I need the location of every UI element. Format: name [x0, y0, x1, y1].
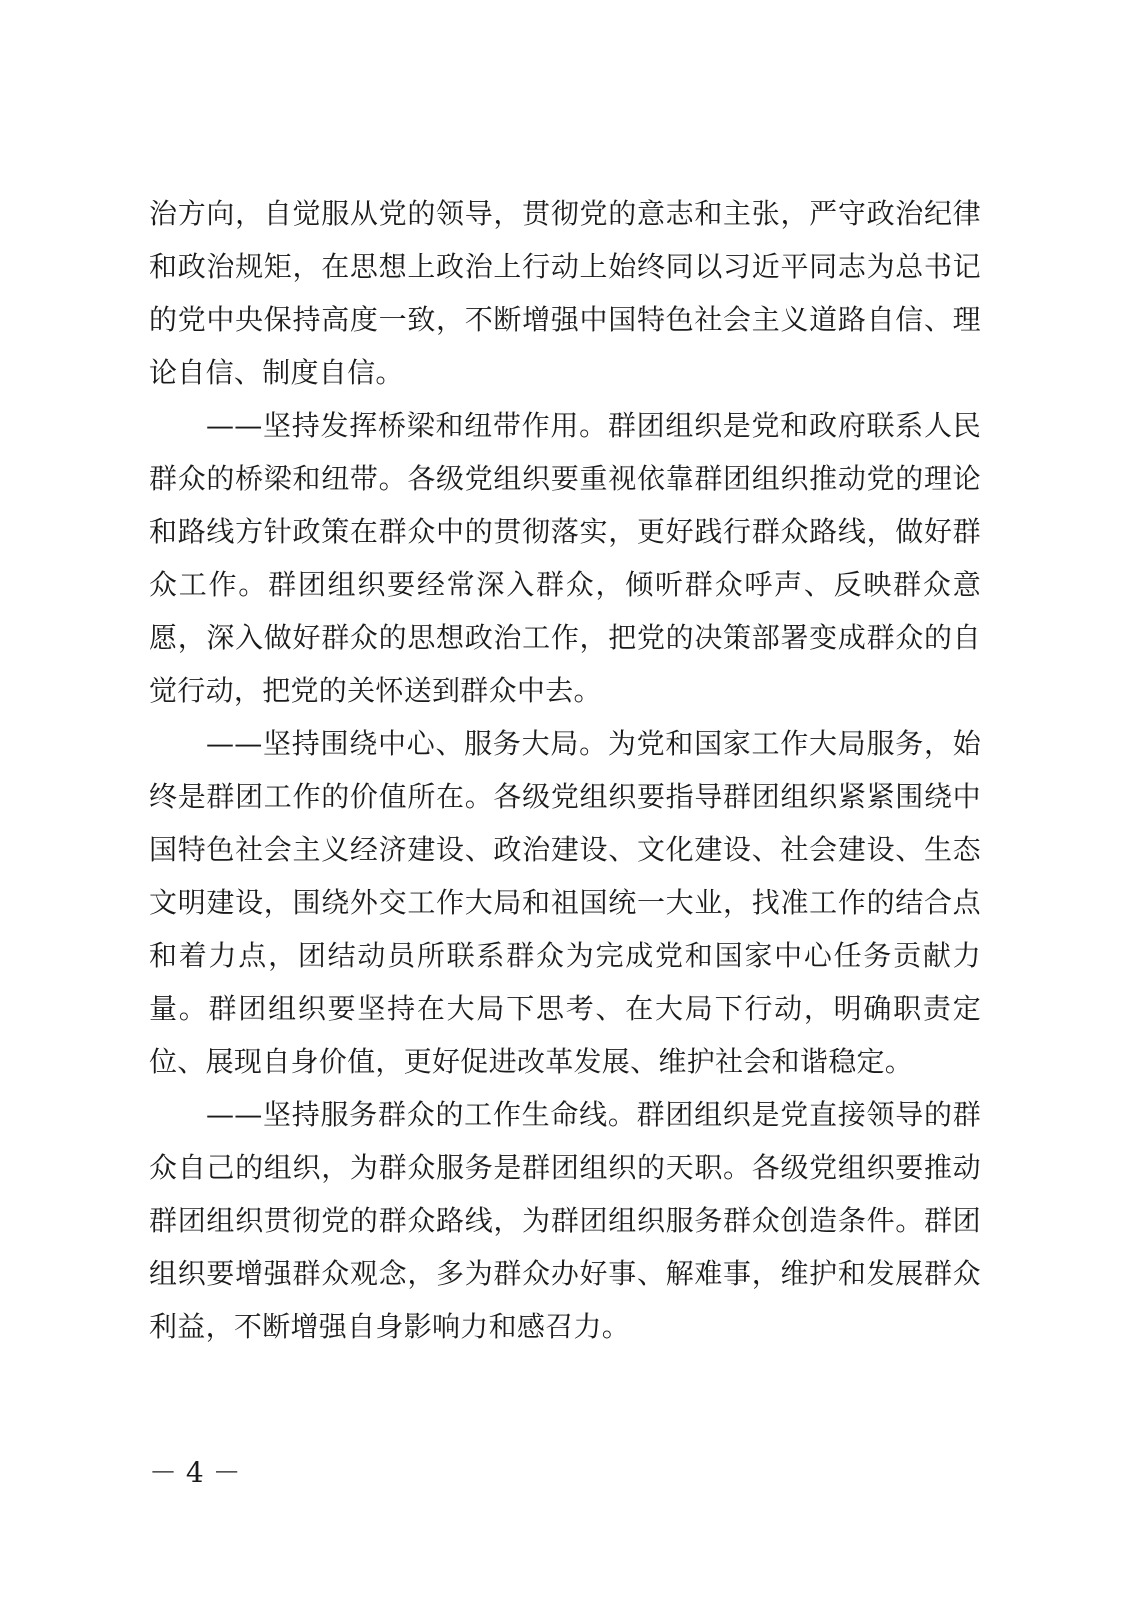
document-body	[149, 187, 981, 1353]
paragraph-serve-masses: ——坚持服务群众的工作生命线。群团组织是党直接领导的群众自己的组织，为群众服务是群团组织的天职。各级党组织要推动群团组织贯彻党的群众路线，为群团组织服务群众创造条件。群团组织要增强群众观念，多为群众办好事、解难事，维护和发展群众利益，不断增强自身影响力和感召力。	[149, 1098, 981, 1343]
paragraph-serve-overall: ——坚持围绕中心、服务大局。为党和国家工作大局服务，始终是群团工作的价值所在。各级党组织要指导群团组织紧紧围绕中国特色社会主义经济建设、政治建设、文化建设、社会建设、生态文明建设，围绕外交工作大局和祖国统一大业，找准工作的结合点和着力点，团结动员所联系群众为完成党和国家中心任务贡献力量。群团组织要坚持在大局下思考、在大局下行动，明确职责定位、展现自身价值，更好促进改革发展、维护社会和谐稳定。	[149, 727, 981, 1078]
paragraph-bridge-role: ——坚持发挥桥梁和纽带作用。群团组织是党和政府联系人民群众的桥梁和纽带。各级党组织要重视依靠群团组织推动党的理论和路线方针政策在群众中的贯彻落实，更好践行群众路线，做好群众工作。群团组织要经常深入群众，倾听群众呼声、反映群众意愿，深入做好群众的思想政治工作，把党的决策部署变成群众的自觉行动，把党的关怀送到群众中去。	[149, 409, 981, 707]
paragraph-continuation: 治方向，自觉服从党的领导，贯彻党的意志和主张，严守政治纪律和政治规矩，在思想上政治上行动上始终同以习近平同志为总书记的党中央保持高度一致，不断增强中国特色社会主义道路自信、理论自信、制度自信。	[149, 197, 981, 389]
page-number: － 4 －	[149, 1456, 241, 1489]
